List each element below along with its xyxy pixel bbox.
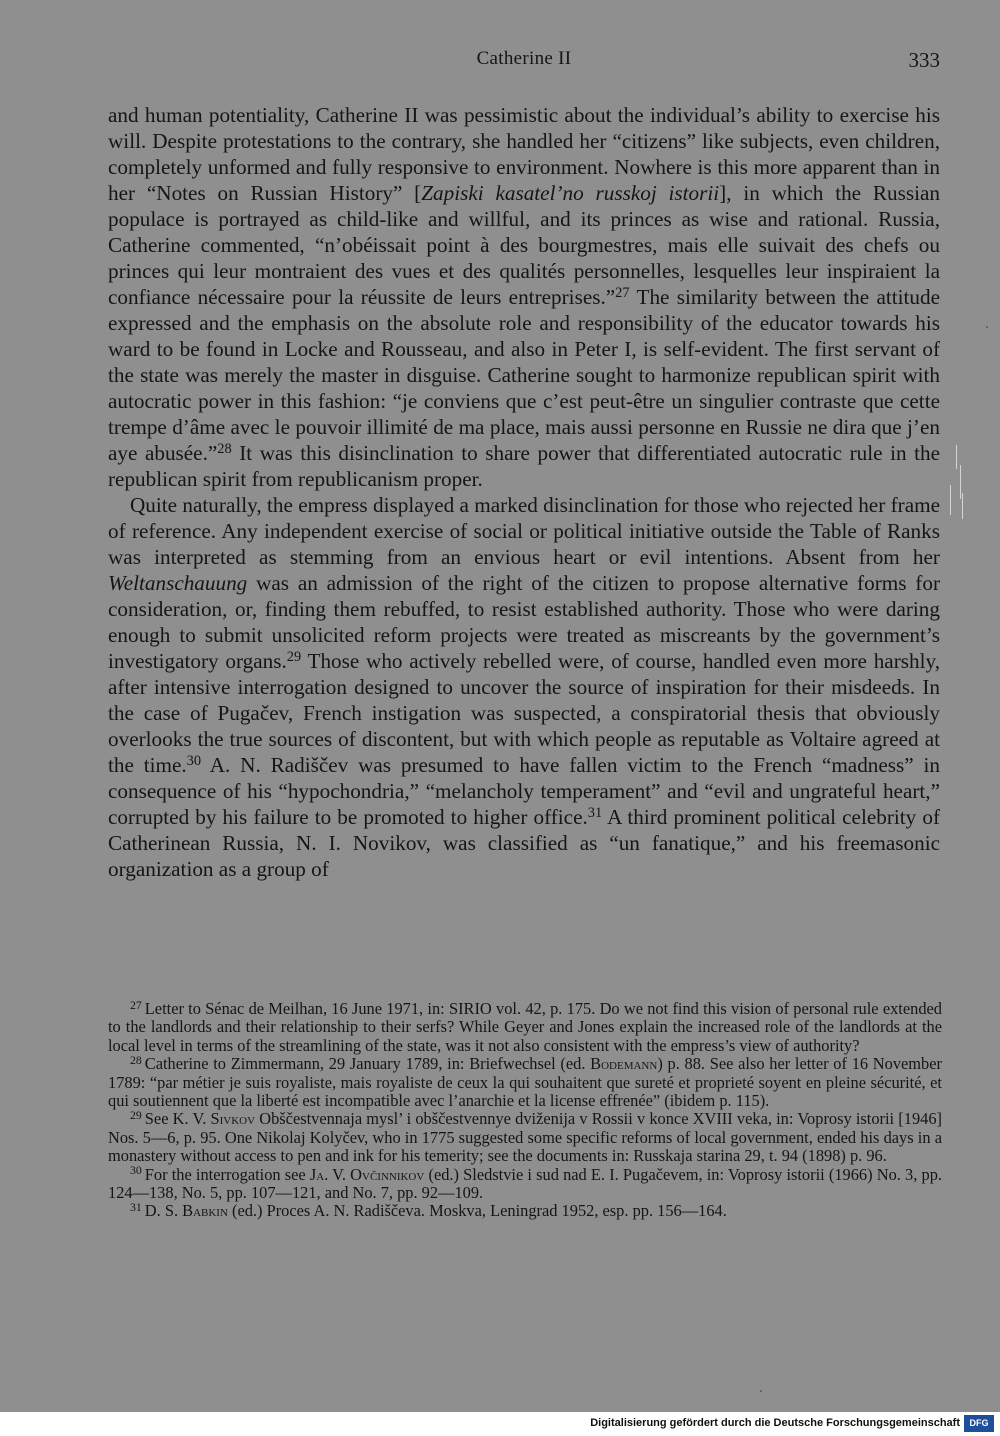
footnote-text: Obščestvennaja mysl’ i obščestvennye dviženija v Rossii v konce XVIII veka, in: Voprosy istorii [1946] Nos. 5—6, p. 95. One Nikolaj Kolyčev, who in 1775 suggested some specific reforms of local government, ended his days in a monastery without access to pen and ink for his temerity; see the documents in: Russkaja starina 29, t. 94 (1898) p. 96. [108,1109,942,1166]
text-run: The similarity between the attitude expressed and the emphasis on the absolute role and responsibility of the educator towards his ward to be found in Locke and Rousseau, and also in Peter I, is self-evident. The first servant of the state was merely the master in disguise. Catherine sought to harmonize republican spirit with autocratic power in this fashion: “je conviens que c’est peut-être un singulier contraste que cette trempe d’âme avec le pouvoir illimité de ma place, mais aussi personne en Russie ne dira que j’en aye abusée.” [108,285,940,465]
margin-scan-marks [944,445,966,520]
footnote-number: 29 [130,1108,142,1123]
text-run: A. N. Radiščev was presumed to have fallen victim to the French “madness” in consequence of his “hypochondria,” “melancholy temperament” and “evil and ungrateful heart,” corrupted by his failure to be promoted to higher office. [108,753,940,829]
paragraph-1 [108,102,940,492]
footnote-ref-27[interactable]: 27 [615,284,630,301]
footnote-number: 28 [130,1052,142,1067]
funding-credit: Digitalisierung gefördert durch die Deutsche Forschungsgemeinschaft [590,1417,960,1429]
footnote-ref-31[interactable]: 31 [587,804,603,821]
scan-speck [986,326,988,328]
text-run: A third prominent political celebrity of Catherinean Russia, N. I. Novikov, was classified as “un fanatique,” and his freemasonic organization as a group of [108,805,940,881]
text-run: ], in which the Russian populace is portrayed as child-like and willful, and its princes as wise and rational. Russia, Catherine commented, “n’obéissait point à des bourgmestres, mais elle suivait des chefs ou princes qui leur montraient des vues et des qualités personnelles, lesquelles leur inspiraient la confiance nécessaire pour la réussite de leurs entreprises.” [108,181,940,309]
footnote-text: ) p. 88. See also her letter of 16 November 1789: “par métier je suis royaliste, mais royaliste de ceux la qui souhaitent que sureté et proprieté soyent en pleine sécurité, et qui soutiennent que la liberté est incompatible avec l’anarchie et la license effrenée” (ibidem p. 115). [108,1054,942,1111]
footnote-number: 31 [130,1200,142,1215]
footnote-30 [108,1163,942,1203]
footnote-ref-29[interactable]: 29 [286,648,302,665]
footnote-number: 27 [130,997,142,1012]
footnote-ref-30[interactable]: 30 [186,752,202,769]
digitization-footer [0,1412,1000,1436]
footnote-text: D. S. [144,1201,183,1221]
author-name: Bodemann [590,1054,658,1074]
text-run: Quite naturally, the empress displayed a marked disinclination for those who rejected her frame of reference. Any independent exercise of social or political initiative outside the Table of Ranks was interpreted as stemming from an envious heart or evil intentions. Absent from her [108,493,940,569]
footnote-text: (ed.) Sledstvie i sud nad E. I. Pugačevem, in: Voprosy istorii (1966) No. 3, pp. 124—138, No. 5, pp. 107—121, and No. 7, pp. 92—109. [108,1164,942,1203]
italic-term: Weltanschauung [108,571,248,595]
italic-title: Zapiski kasatel’no russkoj istorii [421,181,720,205]
footnote-27 [108,997,942,1055]
footnotes [108,997,942,1221]
text-run: Those who actively rebelled were, of course, handled even more harshly, after intensive interrogation designed to uncover the source of inspiration for their misdeeds. In the case of Pugačev, French instigation was suspected, a conspiratorial thesis that obviously overlooks the true sources of discontent, but with which people as reputable as Voltaire agreed at the time. [108,649,940,777]
running-head [108,48,940,74]
footnote-text: (ed.) Proces A. N. Radiščeva. Moskva, Leningrad 1952, esp. pp. 156—164. [227,1201,727,1221]
footnote-31 [108,1202,942,1220]
footnote-text: For the interrogation see [144,1164,310,1184]
page-number: 333 [908,48,940,72]
footnote-text: Catherine to Zimmermann, 29 January 1789, in: Briefwechsel (ed. [144,1054,591,1074]
body-text [108,102,940,882]
text-run: It was this disinclination to share power that differentiated autocratic rule in the republican spirit from republicanism proper. [108,441,940,491]
author-name: Sivkov [210,1109,256,1129]
footnote-28 [108,1052,942,1111]
dfg-logo-icon[interactable]: DFG [964,1415,994,1432]
footnote-text: See K. V. [144,1109,211,1129]
author-name: Babkin [182,1201,228,1221]
author-name: Ja. V. Ovčinnikov [309,1164,425,1184]
footnote-29 [108,1110,942,1165]
text-run: was an admission of the right of the citizen to propose alternative forms for consideration, or, finding them rebuffed, to resist established authority. Those who were daring enough to submit unsolicited reform projects were treated as miscreants by the government’s investigatory organs. [108,571,940,673]
running-title: Catherine II [476,48,572,69]
footnote-text: Letter to Sénac de Meilhan, 16 June 1971, in: SIRIO vol. 42, p. 175. Do we not find this vision of personal rule extended to the landlords and their relationship to their serfs? While Geyer and Jones explain the increased role of the landlords at the local level in terms of the streamlining of the state, was it not also consistent with the empress’s view of authority? [108,999,942,1055]
footnote-number: 30 [130,1163,142,1178]
text-run: and human potentiality, Catherine II was pessimistic about the individual’s ability to exercise his will. Despite protestations to the contrary, she handled her “citizens” like subjects, even children, completely unformed and fully responsive to environment. Nowhere is this more apparent than in her “Notes on Russian History” [ [108,103,940,205]
paragraph-2 [108,492,940,882]
scan-speck [760,1390,762,1392]
footnote-ref-28[interactable]: 28 [217,440,232,457]
